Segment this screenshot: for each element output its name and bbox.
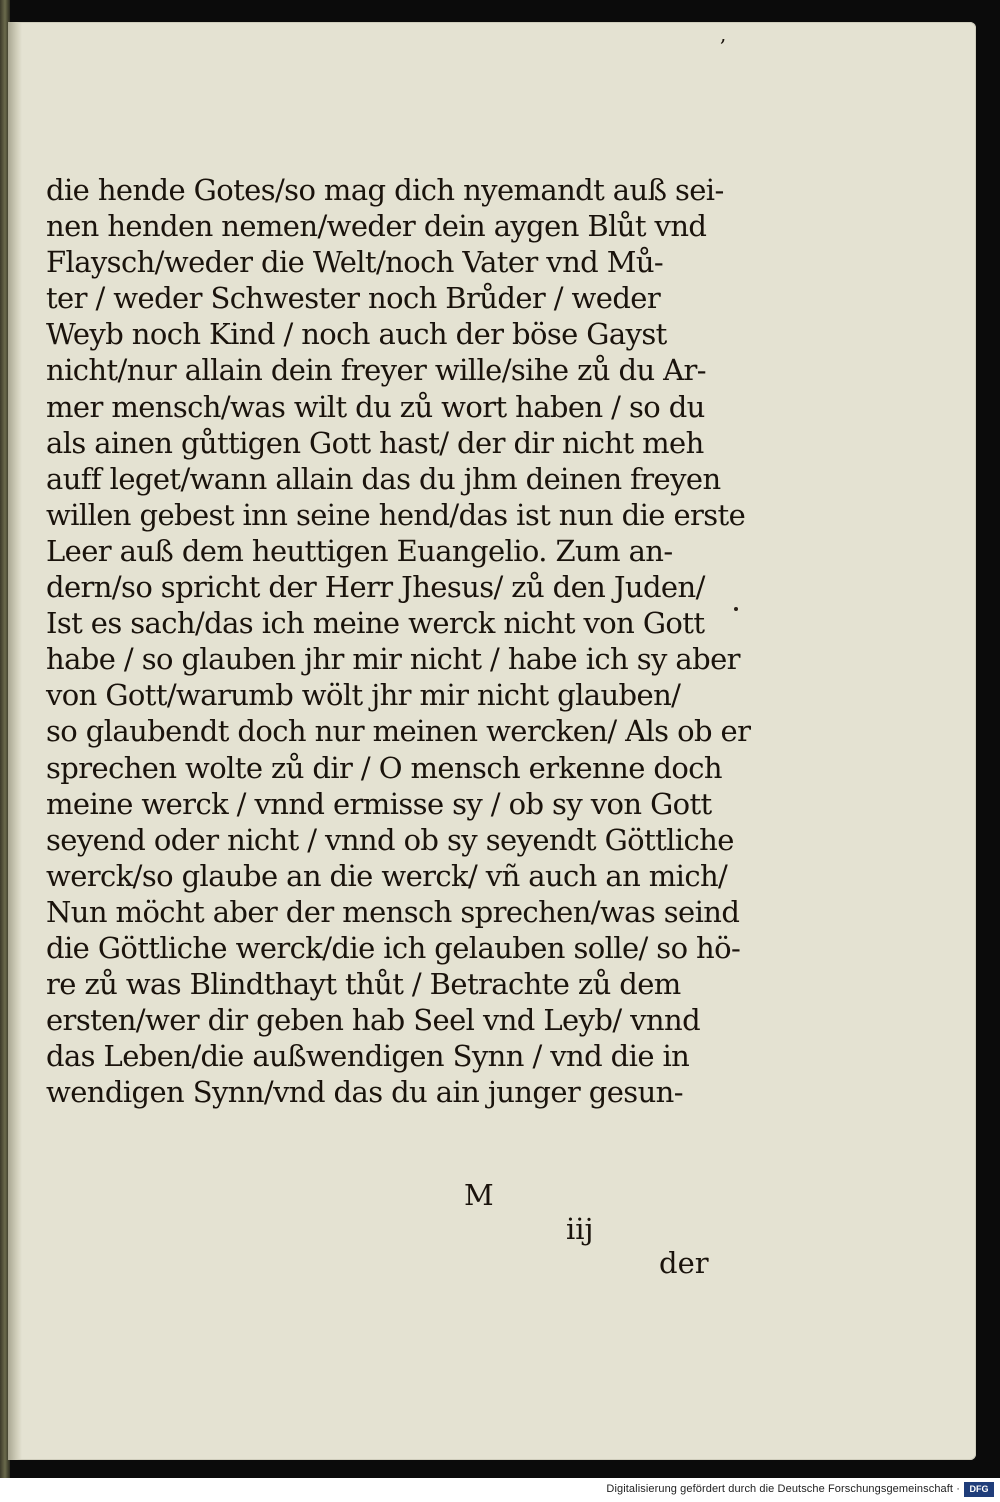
- text-line: Leer auß dem heuttigen Euangelio. Zum an-: [46, 533, 673, 568]
- text-line: das Leben/die außwendigen Synn / vnd die in: [46, 1039, 690, 1074]
- dfg-logo: DFG: [964, 1482, 994, 1497]
- catchword: der: [659, 1246, 709, 1280]
- text-line: nen henden nemen/weder dein aygen Blůt vnd: [46, 209, 707, 244]
- text-line: ter / weder Schwester noch Brůder / weder: [46, 281, 661, 316]
- funding-credit: Digitalisierung gefördert durch die Deutsche Forschungsgemeinschaft ·: [606, 1483, 960, 1495]
- text-line: ersten/wer dir geben hab Seel vnd Leyb/ vnnd: [46, 1003, 701, 1038]
- text-line: dern/so spricht der Herr Jhesus/ zů den Juden/: [46, 570, 705, 605]
- text-line: willen gebest inn seine hend/das ist nun die erste: [46, 497, 746, 532]
- text-line: von Gott/warumb wölt jhr mir nicht glauben/: [46, 678, 681, 713]
- text-line: meine werck / vnnd ermisse sy / ob sy von Gott: [46, 786, 712, 821]
- text-line: habe / so glauben jhr mir nicht / habe ich sy aber: [46, 642, 740, 677]
- text-line: mer mensch/was wilt du zů wort haben / so du: [46, 389, 705, 424]
- body-text: [46, 172, 751, 1110]
- text-line: die hende Gotes/so mag dich nyemandt auß sei-: [46, 173, 724, 207]
- corner-mark: ,: [720, 22, 727, 46]
- book-page: [8, 22, 976, 1460]
- text-line: auff leget/wann allain das du jhm deinen freyen: [46, 461, 721, 496]
- text-line: die Göttliche werck/die ich gelauben solle/ so hö-: [46, 930, 741, 965]
- text-line: Nun möcht aber der mensch sprechen/was seind: [46, 894, 740, 929]
- text-line: re zů was Blindthayt thůt / Betrachte zů dem: [46, 967, 681, 1002]
- text-line: so glaubendt doch nur meinen wercken/ Als ob er: [46, 714, 751, 749]
- page-gutter-shadow: [8, 22, 22, 1460]
- text-line: wendigen Synn/vnd das du ain junger gesun-: [46, 1075, 683, 1110]
- text-line: werck/so glaube an die werck/ vñ auch an mich/: [46, 858, 728, 893]
- footer-bar: [0, 1478, 1000, 1502]
- signature-mark: M: [464, 1178, 494, 1212]
- text-line: Ist es sach/das ich meine werck nicht von Gott: [46, 606, 705, 641]
- text-line: als ainen gůttigen Gott hast/ der dir nicht meh: [46, 425, 704, 460]
- signature-line: [46, 1144, 736, 1280]
- signature-number: iij: [566, 1212, 594, 1246]
- text-line: Flaysch/weder die Welt/noch Vater vnd Mů-: [46, 245, 664, 280]
- margin-mark: [734, 607, 738, 611]
- text-line: Weyb noch Kind / noch auch der böse Gayst: [46, 317, 667, 352]
- text-line: sprechen wolte zů dir / O mensch erkenne doch: [46, 750, 722, 785]
- text-line: nicht/nur allain dein freyer wille/sihe zů du Ar-: [46, 353, 706, 388]
- text-line: seyend oder nicht / vnnd ob sy seyendt Göttliche: [46, 822, 734, 857]
